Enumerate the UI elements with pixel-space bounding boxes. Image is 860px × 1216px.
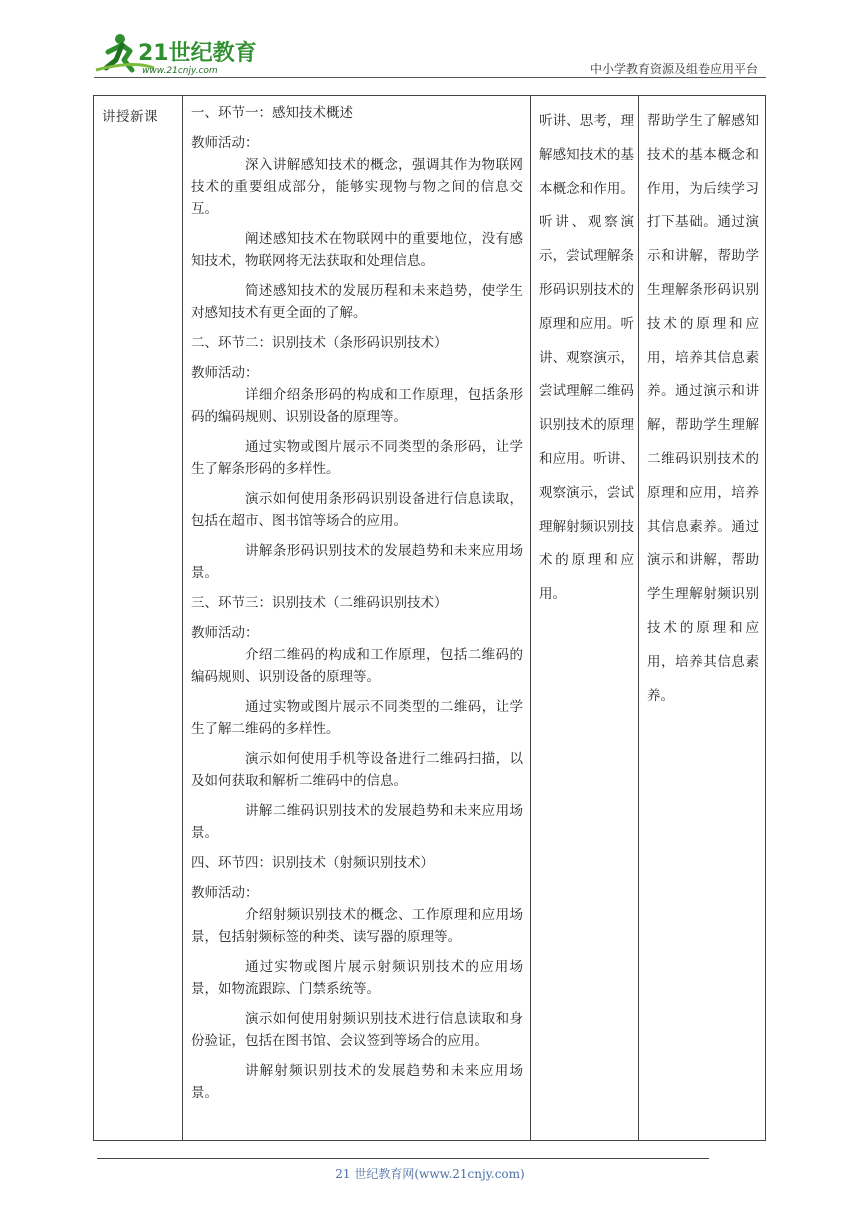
- segment-1-paragraph: 阐述感知技术在物联网中的重要地位，没有感知技术，物联网将无法获取和处理信息。: [191, 231, 523, 269]
- segment-4-title: 四、环节四：识别技术（射频识别技术）: [191, 855, 434, 871]
- column-divider: [182, 96, 183, 1140]
- segment-3-paragraph: 讲解二维码识别技术的发展趋势和未来应用场景。: [191, 803, 523, 841]
- page-header: [94, 30, 766, 80]
- segment-4-label: 教师活动：: [191, 885, 259, 901]
- logo-21cnjy: [94, 30, 264, 78]
- design-intent-column: 帮助学生了解感知技术的基本概念和作用，为后续学习打下基础。通过演示和讲解，帮助学生理解条形码识别技术的原理和应用，培养其信息素养。通过演示和讲解，帮助学生理解二维码识别技术的原理和应用，培养其信息素养。通过演示和讲解，帮助学生理解射频识别技术的原理和应用，培养其信息素养。: [647, 113, 759, 704]
- column-divider: [530, 96, 531, 1140]
- teacher-activity-column: [191, 102, 523, 1112]
- section-label: 讲授新课: [102, 109, 158, 125]
- segment-4-paragraph: 通过实物或图片展示射频识别技术的应用场景，如物流跟踪、门禁系统等。: [191, 959, 523, 997]
- segment-1-paragraph: 深入讲解感知技术的概念，强调其作为物联网技术的重要组成部分，能够实现物与物之间的信息交互。: [191, 157, 523, 217]
- segment-2-paragraph: 演示如何使用条形码识别设备进行信息读取，包括在超市、图书馆等场合的应用。: [191, 491, 523, 529]
- segment-1-paragraph: 简述感知技术的发展历程和未来趋势，使学生对感知技术有更全面的了解。: [191, 283, 523, 321]
- segment-3-paragraph: 介绍二维码的构成和工作原理，包括二维码的编码规则、识别设备的原理等。: [191, 647, 523, 685]
- logo-url: www.21cnjy.com: [142, 66, 218, 76]
- segment-3-paragraph: 通过实物或图片展示不同类型的二维码，让学生了解二维码的多样性。: [191, 699, 523, 737]
- segment-3-title: 三、环节三：识别技术（二维码识别技术）: [191, 595, 448, 611]
- footer-divider: [97, 1158, 709, 1159]
- footer-link[interactable]: 21 世纪教育网(www.21cnjy.com): [335, 1167, 525, 1181]
- segment-1-label: 教师活动：: [191, 135, 259, 151]
- lesson-table: [93, 95, 766, 1141]
- platform-name: 中小学教育资源及组卷应用平台: [589, 62, 758, 76]
- student-activity-column: 听讲、思考，理解感知技术的基本概念和作用。听讲、观察演示，尝试理解条形码识别技术的原理和应用。听讲、观察演示，尝试理解二维码识别技术的原理和应用。听讲、观察演示，尝试理解射频识别技术的原理和应用。: [539, 113, 634, 603]
- column-divider: [638, 96, 639, 1140]
- segment-2-paragraph: 详细介绍条形码的构成和工作原理，包括条形码的编码规则、识别设备的原理等。: [191, 387, 523, 425]
- segment-4-paragraph: 介绍射频识别技术的概念、工作原理和应用场景，包括射频标签的种类、读写器的原理等。: [191, 907, 523, 945]
- header-divider: [94, 77, 766, 78]
- segment-3-paragraph: 演示如何使用手机等设备进行二维码扫描，以及如何获取和解析二维码中的信息。: [191, 751, 523, 789]
- segment-2-paragraph: 讲解条形码识别技术的发展趋势和未来应用场景。: [191, 543, 523, 581]
- segment-1-title: 一、环节一：感知技术概述: [191, 105, 353, 121]
- segment-3-label: 教师活动：: [191, 625, 259, 641]
- segment-2-label: 教师活动：: [191, 365, 259, 381]
- segment-2-paragraph: 通过实物或图片展示不同类型的条形码，让学生了解条形码的多样性。: [191, 439, 523, 477]
- segment-2-title: 二、环节二：识别技术（条形码识别技术）: [191, 335, 448, 351]
- segment-4-paragraph: 演示如何使用射频识别技术进行信息读取和身份验证，包括在图书馆、会议签到等场合的应用。: [191, 1011, 523, 1049]
- segment-4-paragraph: 讲解射频识别技术的发展趋势和未来应用场景。: [191, 1063, 523, 1101]
- logo-text: 21世纪教育: [138, 41, 257, 66]
